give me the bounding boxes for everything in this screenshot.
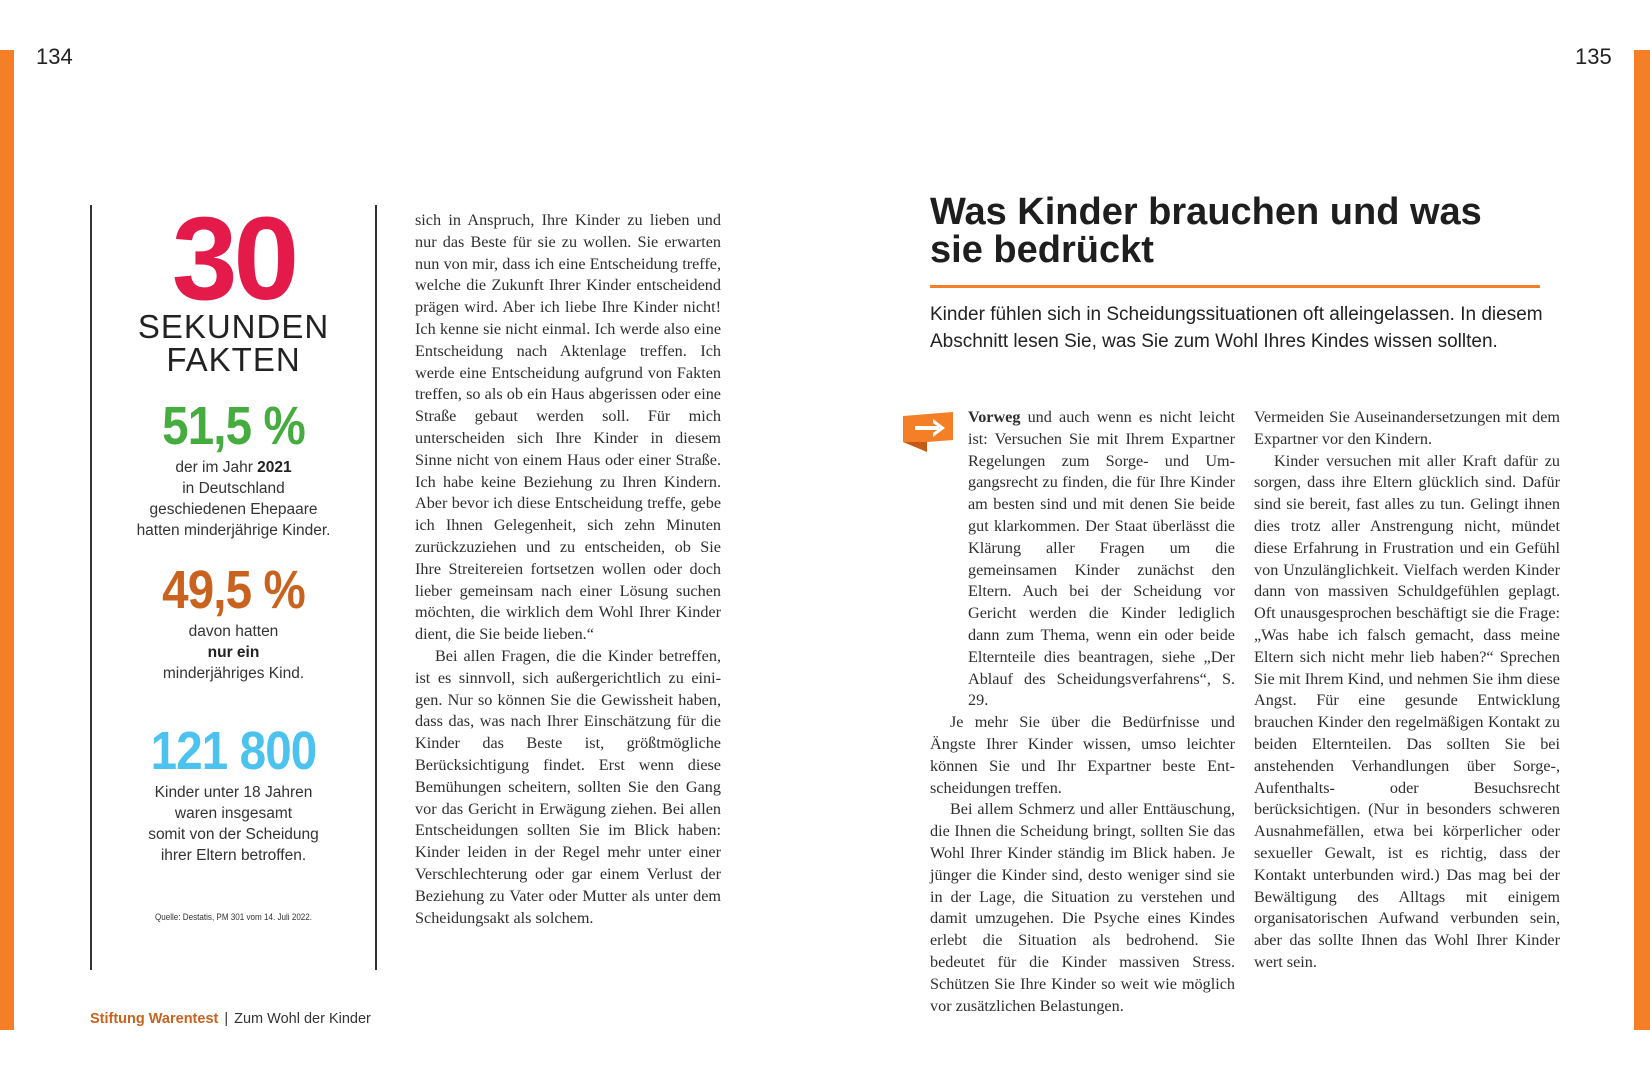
stat-desc-text: minderjähriges Kind. xyxy=(162,665,305,682)
facts-title-line2: FAKTEN xyxy=(166,341,301,378)
stat-block-3 xyxy=(92,722,375,866)
body-paragraph: Kinder versuchen mit aller Kraft dafür zu sorgen, dass ihre Eltern glücklich sind. Dafür sind sie bereit, fast alles zu tun. Gelingt ihnen dies trotz aller Anstrengung nicht, mündet diese Erfahrung in Frustration und ein Gefühl von Unzulänglichkeit. Vielfach werden Kinder dann von massiven Schuldgefühlen geplagt. Oft unausgesprochen beschäftigt sie die Frage: „Was habe ich falsch gemacht, dass meine Eltern sich nicht mehr lieb haben?“ Sprechen Sie mit Ihrem Kind, und nehmen Sie ihm diese Angst. Für eine gesunde Entwicklung brauchen Kinder den regelmäßigen Kontakt zu beiden Elternteilen. Das sollten Sie bei anstehenden Verhandlungen über Sorge-, Aufenthalts- oder Besuchsrecht berücksichtigen. (Nur in besonders schweren Ausnahmefällen, etwa bei körperlicher oder sexueller Gewalt, ist es richtig, dass der Kontakt unterbunden wird.) Das mag bei der Bewältigung des Alltags mit einigem organisatorischen Aufwand verbunden sein, aber das sollte Ihnen das Wohl Ihrer Kinder wert sein. xyxy=(1254,451,1560,971)
body-paragraph: Je mehr Sie über die Bedürfnisse und Ängste Ihrer Kinder wissen, umso leichter können Sie und Ihr Expartner beste Entscheidungen treffen. xyxy=(930,713,1235,797)
stat-desc-text: waren insgesamt xyxy=(174,805,293,822)
stat-desc-3 xyxy=(92,782,375,866)
article-column-1 xyxy=(930,407,1235,1017)
facts-box xyxy=(90,193,377,970)
facts-title-line1: SEKUNDEN xyxy=(137,308,330,345)
body-paragraph: Vermeiden Sie Auseinandersetzungen mit dem Expartner vor den Kindern. xyxy=(1254,408,1560,448)
stat-desc-text: davon hatten xyxy=(188,623,279,640)
stat-desc-text: somit von der Scheidung xyxy=(148,826,319,843)
body-paragraph-lead xyxy=(930,407,1235,712)
footer-separator: | xyxy=(224,1011,229,1027)
stat-desc-2 xyxy=(92,621,375,684)
page-number-right: 135 xyxy=(1575,44,1612,69)
footer-book-title: Zum Wohl der Kinder xyxy=(234,1011,371,1027)
stat-desc-text: in Deutschland xyxy=(182,480,285,497)
footer-brand: Stiftung Warentest xyxy=(90,1011,219,1027)
right-accent-bar xyxy=(1634,50,1650,1030)
stat-desc-text: der im Jahr xyxy=(175,459,258,476)
facts-big-number: 30 xyxy=(171,193,296,325)
left-accent-bar xyxy=(0,50,14,1030)
body-paragraph: Bei allem Schmerz und aller Enttäuschung, die Ihnen die Scheidung bringt, sollten Sie das Wohl Ihrer Kinder ständig im Blick haben. Je jünger die Kinder sind, desto weniger sind sie in der Lage, die Situation zu verstehen und damit umzugehen. Die Psyche eines Kindes erlebt die Situation als bedrohend. Sie bedeutet für die Kinder massiven Stress. Schützen Sie Ihre Kinder so weit wie möglich vor zusätzlichen Belastungen. xyxy=(930,800,1235,1015)
stat-value-3: 121 800 xyxy=(150,721,317,781)
stat-block-2 xyxy=(92,561,375,684)
stat-block-1 xyxy=(92,397,375,541)
stat-value-1: 51,5 % xyxy=(162,396,305,456)
left-page-body xyxy=(415,210,721,929)
page-footer xyxy=(90,1011,371,1027)
stat-desc-text: Kinder unter 18 Jahren xyxy=(154,784,313,801)
facts-source: Quelle: Destatis, PM 301 vom 14. Juli 2022. xyxy=(154,912,313,923)
lead-text: und auch wenn es nicht leicht ist: Versuchen Sie mit Ihrem Expartner Regelungen zum Sorge- und Umgangsrecht zu finden, die für Ihre Kinder am besten sind und mit denen Sie beide gut klarkommen. Der Staat überlässt die Klärung aller Fragen um die gemeinsamen Kinder zunächst den Eltern. Auch bei der Scheidung vor Gericht werden die Kinder lediglich dann zum Thema, wenn ein oder beide Elternteile dies beantragen, siehe „Der Ablauf des Scheidungsverfahrens“, S. 29. xyxy=(968,408,1235,710)
article-intro: Kinder fühlen sich in Scheidungssituationen oft alleingelassen. In diesem Abschnitt lesen Sie, was Sie zum Wohl Ihres Kindes wissen sollten. xyxy=(930,304,1543,352)
stat-desc-year: 2021 xyxy=(257,459,292,476)
page-number-left: 134 xyxy=(36,44,73,69)
stat-desc-1 xyxy=(92,457,375,541)
stat-desc-text: geschiedenen Ehepaare xyxy=(149,501,318,518)
body-paragraph: Bei allen Fragen, die die Kinder betreffen, ist es sinnvoll, sich außergerichtlich zu einigen. Nur so können Sie die Gewissheit haben, dass das, was nach Ihrer Einschätzung für die Kinder das Beste ist, größtmögliche Berücksichtigung findet. Erst wenn diese Bemühungen scheitern, sollten Sie den Gang vor das Gericht in Erwägung ziehen. Bei allen Entscheidungen sollten Sie im Blick haben: Kinder leiden in der Regel mehr unter einer Verschlechterung oder gar einem Verlust der Beziehung zu Vater oder Mutter als unter dem Scheidungsakt als solchem. xyxy=(415,646,721,927)
heading-rule xyxy=(930,285,1540,288)
article-column-2 xyxy=(1254,407,1560,974)
stat-value-2: 49,5 % xyxy=(162,560,305,620)
stat-desc-emphasis: nur ein xyxy=(207,644,260,661)
stat-desc-text: ihrer Eltern betroffen. xyxy=(160,847,307,864)
lead-word: Vorweg xyxy=(968,408,1021,426)
body-paragraph: sich in Anspruch, Ihre Kinder zu lieben und nur das Beste für sie zu wollen. Sie erwarten nun von mir, dass ich eine Entscheidung treffe, welche die Zukunft Ihrer Kinder entscheidend prägen wird. Aber ich liebe Ihre Kinder nicht! Ich kenne sie nicht einmal. Ich werde also eine Entscheidung nach Aktenlage treffen. Ich werde eine Entscheidung aufgrund von Fakten treffen, so als ob ein Haus abgerissen oder eine Straße gebaut werden soll. Für mich unterscheiden sich Ihre Kinder in diesem Sinne nicht von einem Haus oder einer Straße. Ich habe keine Beziehung zu Ihren Kindern. Aber bevor ich diese Entscheidung treffe, gebe ich Ihnen Gelegenheit, sich zehn Minuten zurückzuziehen und zu entscheiden, ob Sie Ihre Streitereien fortsetzen wollen oder doch lieber gemeinsam nach einer Lösung suchen möchten, die wirklich dem Wohl Ihrer Kinder dient, die Sie beide lieben.“ xyxy=(415,211,721,644)
stat-desc-text: hatten minderjährige Kinder. xyxy=(136,522,331,539)
article-heading: Was Kinder brauchen und was sie bedrückt xyxy=(930,191,1482,271)
